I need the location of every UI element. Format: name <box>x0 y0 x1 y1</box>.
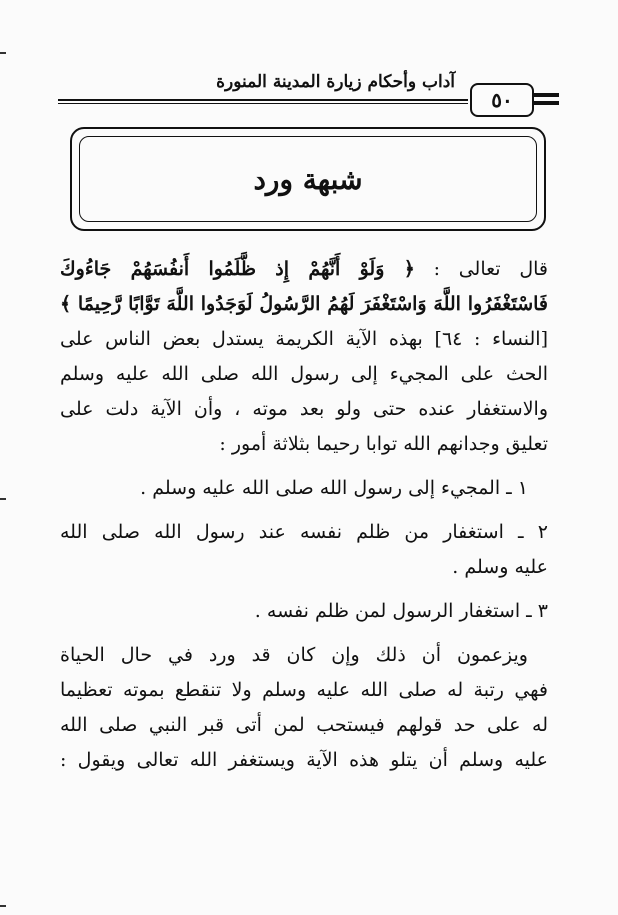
page-number-ornament <box>533 93 559 97</box>
running-header-title: آداب وأحكام زيارة المدينة المنورة <box>216 72 455 92</box>
list-item-continuation: عليه وسلم . <box>452 556 548 578</box>
header-rule <box>58 99 468 104</box>
paragraph-verse <box>60 252 548 462</box>
verse-intro: قال تعالى : <box>433 258 548 280</box>
list-item: ١ ـ المجيء إلى رسول الله صلى الله عليه وسلم . <box>140 477 528 499</box>
scan-mark <box>0 498 6 500</box>
text-line: له على حد قولهم فيستحب لمن أتى قبر النبي صلى الله <box>60 714 548 736</box>
list-item: ٢ ـ استغفار من ظلم نفسه عند رسول الله صلى الله <box>60 521 548 543</box>
text-line: فهي رتبة له صلى الله عليه وسلم ولا تنقطع بموته تعظيما <box>60 679 548 701</box>
scan-mark <box>0 52 6 54</box>
verse-quote: ﴿ وَلَوْ أَنَّهُمْ إِذ ظَّلَمُوا أَنفُسَهُمْ جَاءُوكَ <box>60 258 415 280</box>
text-line: عليه وسلم أن يتلو هذه الآية ويستغفر الله تعالى ويقول : <box>60 749 548 771</box>
page-number: ٥٠ <box>470 83 534 117</box>
text-line: ويزعمون أن ذلك وإن كان قد ورد في حال الحياة <box>60 644 528 666</box>
paragraph-claim <box>60 638 548 778</box>
verse-quote: فَاسْتَغْفَرُوا اللَّهَ وَاسْتَغْفَرَ لَهُمُ الرَّسُولُ لَوَجَدُوا اللَّهَ تَوَّابًا رَّحِيمًا ﴾ <box>60 293 548 315</box>
list-item: ٣ ـ استغفار الرسول لمن ظلم نفسه . <box>254 600 548 622</box>
text-line: تعليق وجدانهم الله توابا رحيما بثلاثة أمور : <box>219 433 548 455</box>
section-title: شبهة ورد <box>79 136 537 222</box>
text-line <box>60 252 548 287</box>
text-line: الحث على المجيء إلى رسول الله صلى الله عليه وسلم <box>60 363 548 385</box>
page-number-ornament <box>533 101 559 105</box>
text-line: والاستغفار عنده حتى ولو بعد موته ، وأن الآية دلت على <box>60 398 548 420</box>
body-text <box>60 252 548 778</box>
scan-mark <box>0 905 6 907</box>
text-line: [النساء : ٦٤] بهذه الآية الكريمة يستدل بعض الناس على <box>60 328 548 350</box>
